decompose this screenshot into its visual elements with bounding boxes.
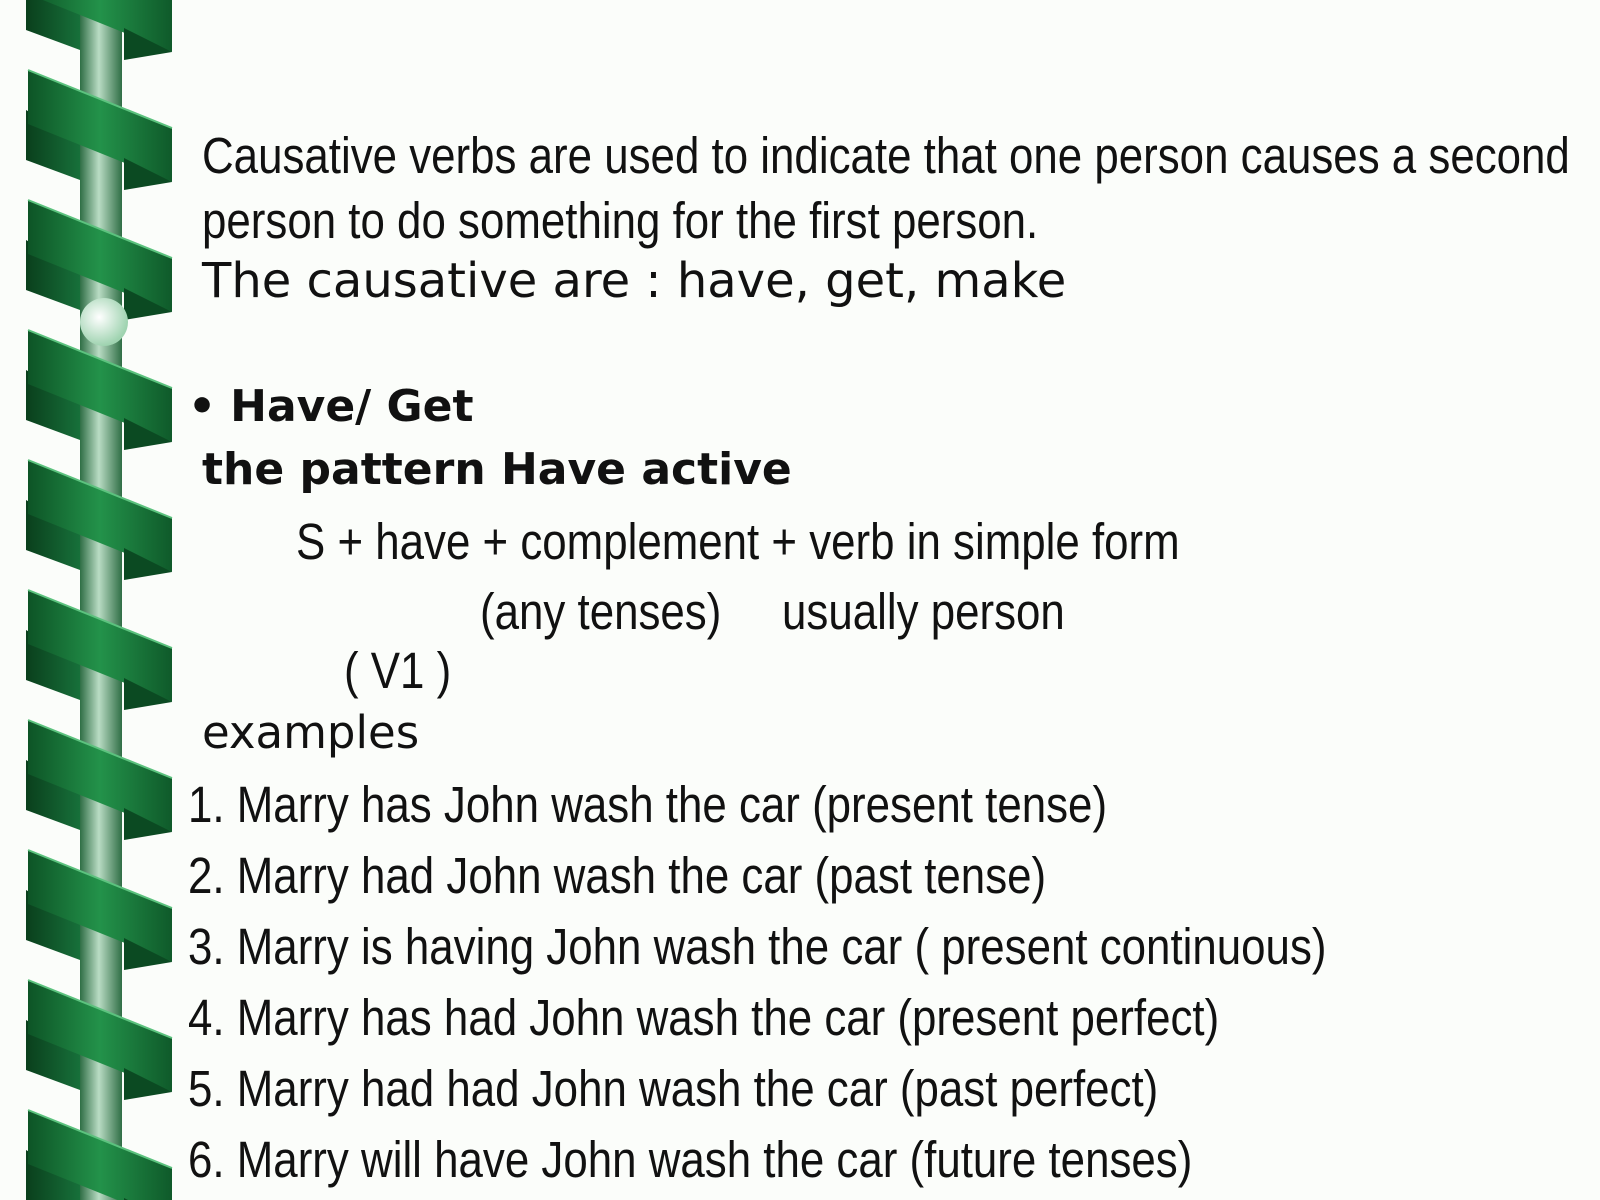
formula: S + have + complement + verb in simple form <box>296 513 1180 570</box>
list-item: 5. Marry had had John wash the car (past perfect) <box>188 1060 1159 1117</box>
bullet-heading: Have/ Get <box>230 381 474 432</box>
list-item: 2. Marry had John wash the car (past tense) <box>188 847 1047 904</box>
formula-note-v1: ( V1 ) <box>344 642 452 699</box>
intro-line-2: person to do something for the first person. <box>202 192 1039 249</box>
causatives-line: The causative are : have, get, make <box>202 253 1067 309</box>
formula-note-tenses: (any tenses) <box>480 583 722 640</box>
examples-heading: examples <box>202 706 420 759</box>
bullet-heading-row <box>188 381 474 432</box>
formula-note-person: usually person <box>782 583 1065 640</box>
bullet-marker: • <box>188 381 217 432</box>
intro-line-1: Causative verbs are used to indicate that one person causes a second <box>202 127 1570 184</box>
green-spiral-ribbon-icon <box>0 0 180 1200</box>
list-item: 4. Marry has had John wash the car (present perfect) <box>188 989 1220 1046</box>
list-item: 3. Marry is having John wash the car ( present continuous) <box>188 918 1327 975</box>
pattern-heading: the pattern Have active <box>202 444 792 495</box>
list-item: 1. Marry has John wash the car (present tense) <box>188 776 1108 833</box>
list-item: 6. Marry will have John wash the car (future tenses) <box>188 1131 1193 1188</box>
